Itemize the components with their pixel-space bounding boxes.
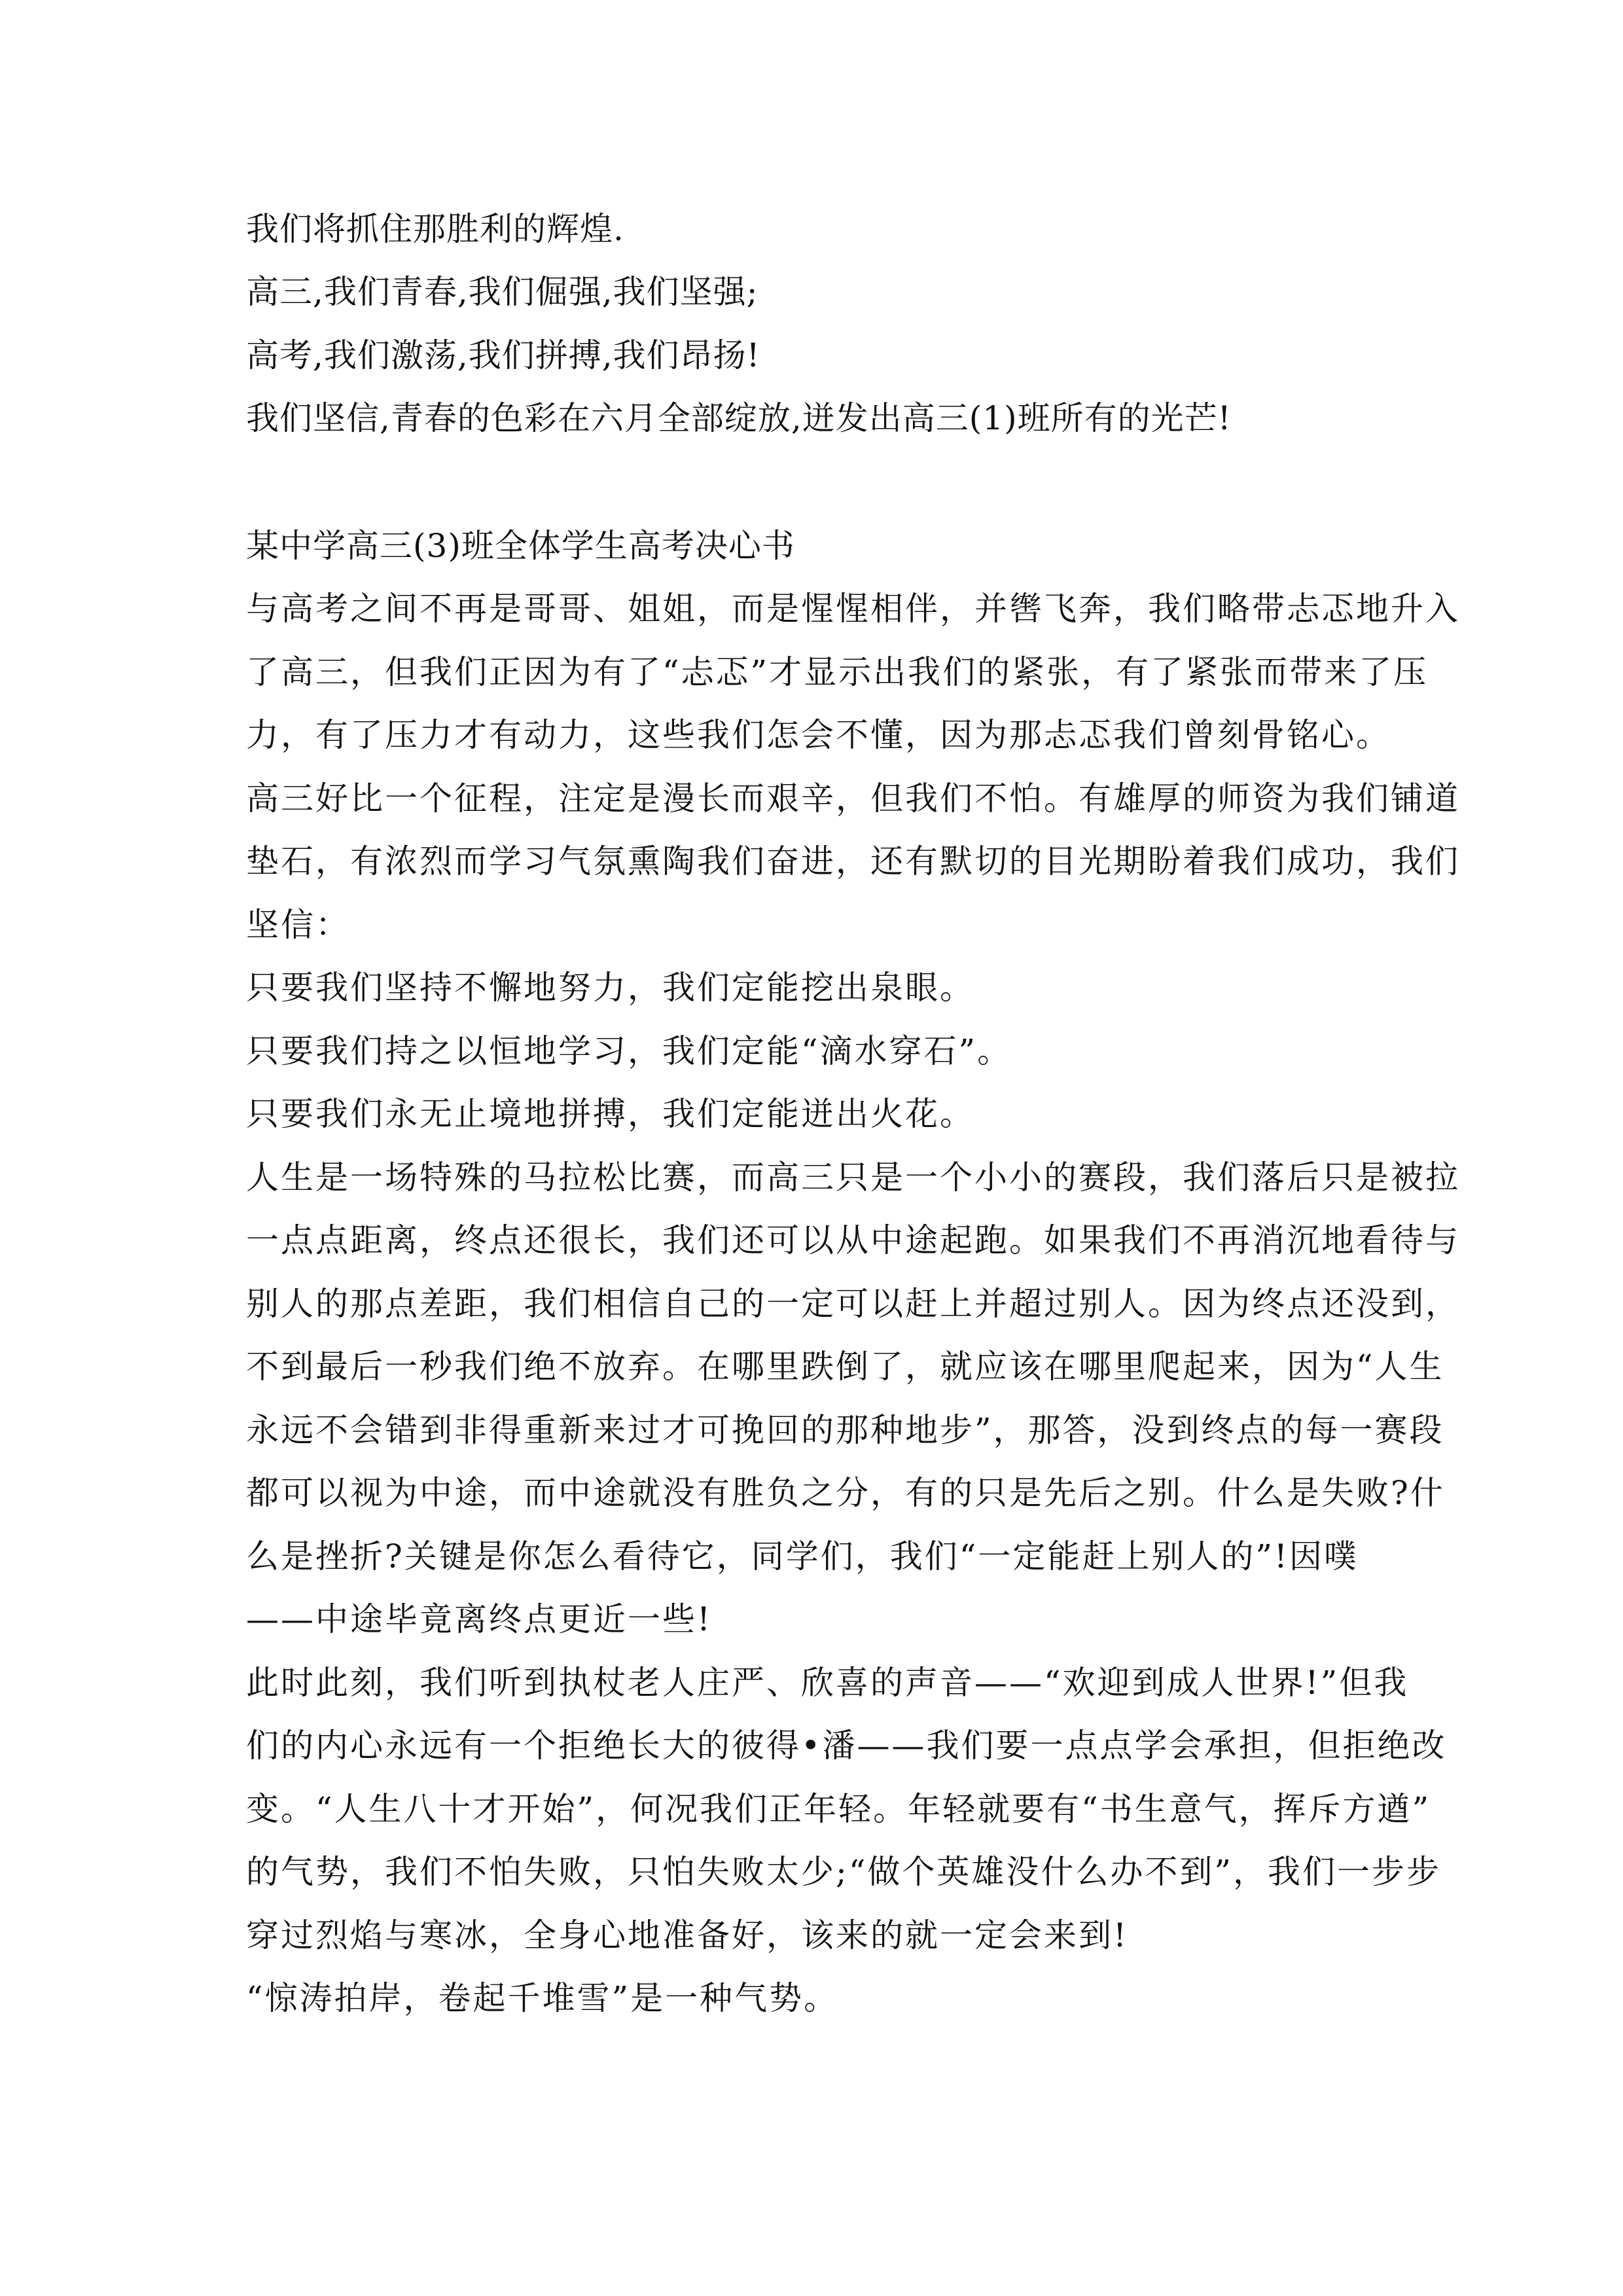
poem-line: 我们坚信,青春的色彩在六月全部绽放,迸发出高三(1)班所有的光芒!	[246, 399, 1232, 437]
letter-line: ——中途毕竟离终点更近一些!	[246, 1600, 713, 1638]
poem-line: 高考,我们激荡,我们拼搏,我们昂扬!	[246, 336, 760, 374]
letter-line: 别人的那点差距，我们相信自己的一定可以赶上并超过别人。因为终点还没到，	[246, 1285, 1460, 1323]
letter-line: 垫石，有浓烈而学习气氛熏陶我们奋进，还有默切的目光期盼着我们成功，我们	[246, 842, 1460, 880]
letter-line: 只要我们永无止境地拼搏，我们定能迸出火花。	[246, 1095, 974, 1133]
letter-line: 们的内心永远有一个拒绝长大的彼得•潘——我们要一点点学会承担，但拒绝改	[246, 1727, 1447, 1765]
poem-line: 我们将抓住那胜利的辉煌.	[246, 210, 624, 248]
letter-title: 某中学高三(3)班全体学生高考决心书	[246, 527, 795, 565]
letter-line: 一点点距离，终点还很长，我们还可以从中途起跑。如果我们不再消沉地看待与	[246, 1221, 1460, 1259]
letter-line: 只要我们持之以恒地学习，我们定能“滴水穿石”。	[246, 1032, 1012, 1070]
letter-line: 的气势，我们不怕失败，只怕失败太少;“做个英雄没什么办不到”，我们一步步	[246, 1853, 1441, 1891]
letter-line: 了高三，但我们正因为有了“忐忑”才显示出我们的紧张，有了紧张而带来了压	[246, 653, 1429, 691]
letter-line: 此时此刻，我们听到执杖老人庄严、欣喜的声音——“欢迎到成人世界!”但我	[246, 1664, 1409, 1702]
letter-line: 人生是一场特殊的马拉松比赛，而高三只是一个小小的赛段，我们落后只是被拉	[246, 1158, 1460, 1196]
letter-line: 变。“人生八十才开始”，何况我们正年轻。年轻就要有“书生意气，挥斥方遒”	[246, 1790, 1431, 1828]
letter-line: 不到最后一秒我们绝不放弃。在哪里跌倒了，就应该在哪里爬起来，因为“人生	[246, 1348, 1444, 1386]
letter-line: 永远不会错到非得重新来过才可挽回的那种地步”，那答，没到终点的每一赛段	[246, 1411, 1444, 1449]
poem-line: 高三,我们青春,我们倔强,我们坚强;	[246, 273, 758, 311]
letter-line: 只要我们坚持不懈地努力，我们定能挖出泉眼。	[246, 969, 974, 1007]
letter-line: 坚信：	[246, 906, 350, 944]
letter-line: 穿过烈焰与寒冰，全身心地准备好，该来的就一定会来到!	[246, 1916, 1129, 1954]
letter-line: “惊涛拍岸，卷起千堆雪”是一种气势。	[246, 1979, 839, 2017]
letter-line: 么是挫折?关键是你怎么看待它，同学们，我们“一定能赶上别人的”!因噗	[246, 1537, 1359, 1575]
letter-line: 与高考之间不再是哥哥、姐姐，而是惺惺相伴，并辔飞奔，我们略带忐忑地升入	[246, 590, 1460, 628]
letter-line: 都可以视为中途，而中途就没有胜负之分，有的只是先后之别。什么是失败?什	[246, 1474, 1445, 1512]
letter-line: 力，有了压力才有动力，这些我们怎会不懂，因为那忐忑我们曾刻骨铭心。	[246, 716, 1391, 754]
letter-line: 高三好比一个征程，注定是漫长而艰辛，但我们不怕。有雄厚的师资为我们铺道	[246, 780, 1460, 817]
